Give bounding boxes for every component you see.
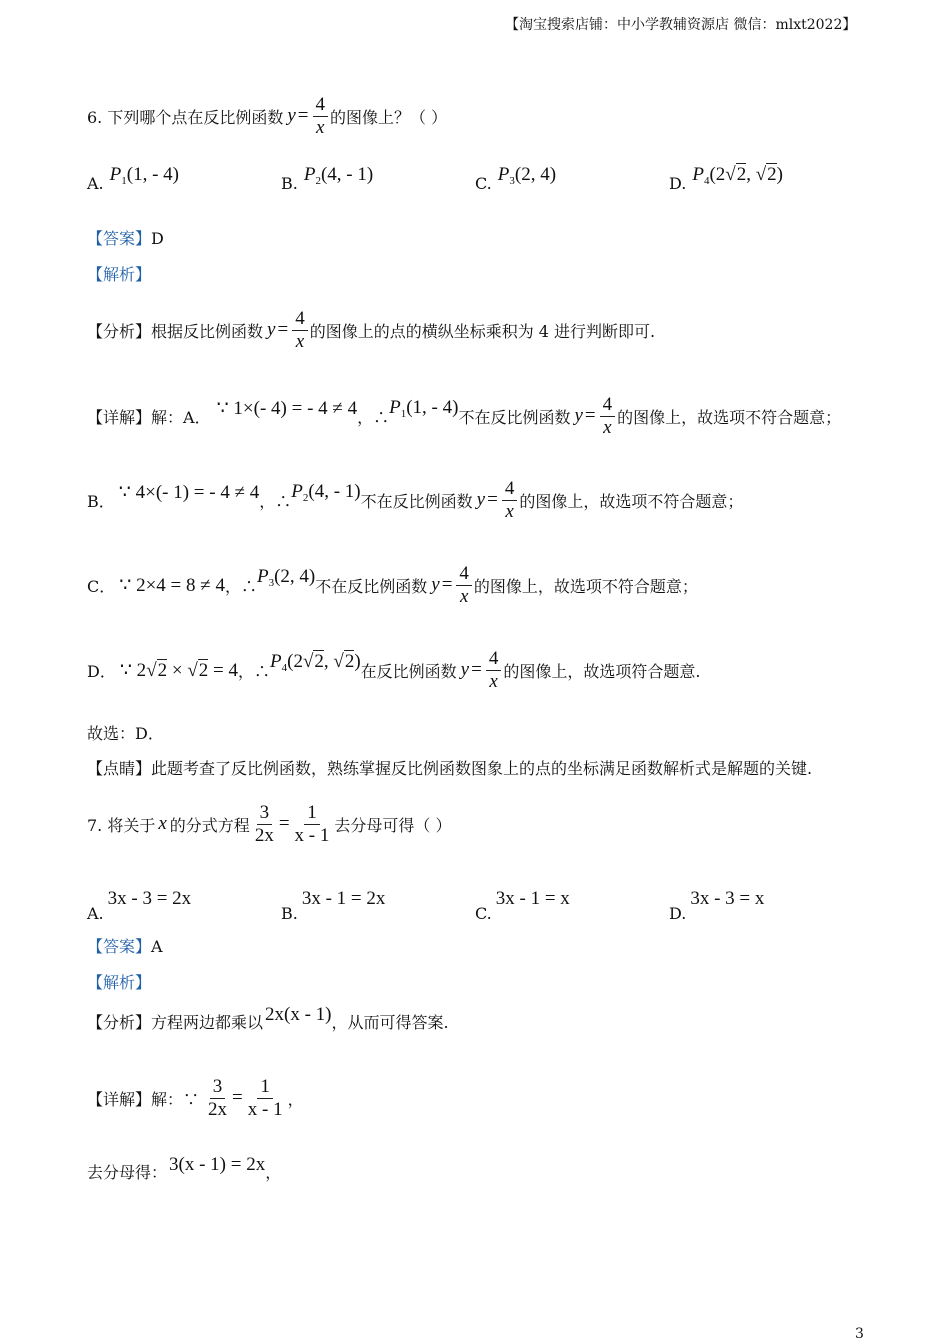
sqrt-symbol: √ (146, 659, 157, 681)
q7-right-fraction (292, 802, 333, 847)
fenxi-math: 2x(x - 1) (265, 1004, 332, 1025)
fraction-numerator: 4 (600, 394, 616, 417)
option-expr: 3x - 3 = x (690, 887, 765, 909)
question-6-stem (87, 86, 447, 146)
detail-tag: 【详解】 (87, 407, 152, 427)
equals-sign: = (278, 813, 290, 834)
answer-tag: 【答案】 (87, 229, 152, 248)
fraction-numerator: 4 (486, 648, 502, 671)
equals-sign: = (297, 105, 309, 126)
fraction-numerator: 4 (313, 94, 329, 117)
point-name: P (291, 480, 303, 502)
func-y: y (574, 405, 583, 426)
point-name: P (497, 164, 510, 185)
q7-stem-mid: 的分式方程 (169, 815, 250, 835)
detail-tail: 的图像上，故选项符合题意. (503, 661, 701, 681)
equals-sign: = (471, 659, 482, 680)
equals-sign: = (277, 319, 289, 340)
fenxi-tag: 【分析】 (87, 321, 152, 341)
point-name: P (692, 164, 704, 185)
detail-a-prefix: 解：A． (151, 407, 211, 427)
q6-stem-suffix: 的图像上？（ ） (330, 107, 448, 127)
detail-c-math: ∵ 2×4 = 8 ≠ 4 (119, 574, 225, 596)
detail-tail: 的图像上，故选项不符合题意； (617, 407, 842, 427)
q7-right-fraction (245, 1076, 286, 1121)
dianjing-tag: 【点睛】 (87, 759, 152, 778)
fraction-denominator: 2x (254, 824, 274, 846)
option-label: B. (281, 174, 298, 193)
sqrt-radicand: 2 (767, 164, 777, 185)
sqrt-symbol: √ (187, 659, 198, 681)
func-y: y (267, 319, 276, 340)
point-name: P (270, 650, 282, 672)
option-label: C. (475, 904, 492, 923)
option-expr: 3x - 1 = x (495, 887, 570, 909)
analysis-tag: 【解析】 (87, 265, 152, 284)
point-coords: (4, - 1) (308, 480, 361, 502)
q7-step (87, 1154, 282, 1184)
detail-c-prefix: C． (87, 576, 116, 596)
func-fraction (600, 394, 616, 439)
q6-detail-d (87, 640, 700, 700)
q7-option-c (475, 874, 570, 923)
detail-a-therefore: ，∴ (357, 407, 390, 427)
q7-detail (87, 1068, 304, 1128)
point-coords: (1, - 4) (126, 164, 179, 185)
sqrt-radicand: 2 (314, 650, 324, 672)
point-subscript: 3 (268, 576, 275, 589)
func-fraction (502, 478, 518, 523)
func-fraction (486, 648, 502, 693)
answer-value: A (151, 937, 163, 956)
fraction-numerator: 3 (257, 802, 273, 825)
point-subscript: 2 (315, 175, 321, 187)
analysis-tag: 【解析】 (87, 973, 152, 992)
q7-analysis-tag (87, 970, 151, 993)
q7-stem-suffix: 去分母可得（ ） (334, 815, 452, 835)
q6-option-b (281, 164, 374, 195)
fenxi-tag: 【分析】 (87, 1013, 152, 1032)
fraction-denominator: x - 1 (294, 824, 330, 846)
detail-a-math: ∵ 1×(- 4) = - 4 ≠ 4 (216, 397, 358, 419)
fraction-numerator: 3 (210, 1076, 226, 1099)
point-coords: (2, 4) (514, 164, 557, 185)
question-7-stem (87, 794, 451, 854)
sqrt-symbol: √ (755, 164, 767, 185)
option-expr: 3x - 1 = 2x (301, 887, 386, 909)
option-label: D. (669, 174, 687, 193)
fenxi-prefix: 方程两边都乘以 (151, 1013, 264, 1032)
fraction-numerator: 1 (304, 802, 320, 825)
fraction-numerator: 4 (456, 563, 472, 586)
detail-not: 不在反比例函数 (315, 576, 428, 596)
step-label: 去分母得： (87, 1163, 168, 1182)
detail-c-therefore: ，∴ (224, 576, 257, 596)
detail-not: 不在反比例函数 (458, 407, 571, 427)
q6-detail-b (87, 470, 743, 530)
sqrt-symbol: √ (725, 164, 736, 185)
point-coords-open: (2 (287, 650, 303, 672)
q6-option-d (669, 164, 783, 195)
point-coords: (1, - 4) (406, 396, 459, 418)
q6-fraction (313, 94, 329, 139)
sqrt-radicand: 2 (344, 650, 355, 672)
q7-left-fraction (205, 1076, 230, 1121)
fenxi-suffix: ，从而可得答案. (331, 1013, 449, 1032)
equals-sign: = (232, 1087, 243, 1108)
detail-suffix: ， (287, 1089, 304, 1109)
fenxi-suffix: 的图像上的点的横纵坐标乘积为 4 进行判断即可. (309, 321, 656, 341)
option-expr: 3x - 3 = 2x (107, 887, 192, 909)
q7-stem-prefix: 7. 将关于 (87, 815, 156, 835)
detail-prefix: 解：∵ (151, 1089, 200, 1109)
equals-sign: = (441, 574, 453, 595)
option-label: C. (475, 174, 492, 193)
func-y: y (431, 574, 440, 595)
q6-detail-a (87, 386, 841, 446)
q6-conclusion: 故选：D． (87, 724, 164, 743)
point-name: P (303, 164, 316, 185)
fraction-numerator: 4 (292, 308, 308, 331)
point-name: P (256, 565, 269, 587)
option-label: A. (87, 904, 104, 923)
equals-sign: = (584, 405, 596, 426)
math-part: × (167, 659, 188, 681)
sqrt-radicand: 2 (198, 659, 209, 681)
detail-b-math: ∵ 4×(- 1) = - 4 ≠ 4 (118, 481, 260, 503)
point-subscript: 1 (121, 175, 127, 187)
step-suffix: ， (265, 1163, 282, 1182)
page-number: 3 (855, 1326, 864, 1342)
sqrt-symbol: √ (333, 650, 344, 672)
q6-option-c (475, 164, 557, 195)
detail-tail: 的图像上，故选项不符合题意； (473, 576, 698, 596)
dianjing-text: 此题考查了反比例函数，熟练掌握反比例函数图象上的点的坐标满足函数解析式是解题的关键. (151, 759, 813, 778)
fraction-denominator: x (505, 500, 514, 522)
detail-tail: 的图像上，故选项不符合题意； (519, 491, 744, 511)
option-label: B. (281, 904, 298, 923)
point-coords-open: (2 (709, 164, 726, 185)
math-part: ∵ 2 (119, 659, 147, 681)
fraction-numerator: 1 (257, 1076, 273, 1099)
q6-analysis-tag (87, 262, 151, 285)
q7-option-b (281, 874, 385, 923)
q6-answer (87, 226, 164, 249)
option-label: A. (87, 174, 104, 193)
point-coords: (4, - 1) (320, 164, 374, 185)
detail-tag: 【详解】 (87, 1089, 152, 1109)
detail-b-therefore: ，∴ (259, 491, 292, 511)
point-name: P (389, 396, 401, 418)
page-header: 【淘宝搜索店铺：中小学教辅资源店 微信：mlxt2022】 (505, 17, 857, 33)
point-subscript: 4 (281, 661, 288, 674)
fraction-denominator: 2x (208, 1098, 228, 1120)
point-name: P (109, 164, 122, 185)
answer-tag: 【答案】 (87, 937, 152, 956)
q7-option-d (669, 874, 764, 923)
coords-separator: , (323, 650, 334, 672)
detail-d-prefix: D． (87, 661, 116, 681)
point-subscript: 1 (400, 407, 407, 420)
point-coords: (2, 4) (274, 565, 316, 587)
detail-not: 不在反比例函数 (360, 491, 473, 511)
func-y: y (460, 659, 470, 680)
q7-answer (87, 934, 163, 957)
q6-func-y: y (287, 105, 296, 126)
detail-d-therefore: ，∴ (238, 661, 271, 681)
q6-fenxi (87, 300, 655, 360)
fraction-denominator: x (316, 116, 325, 138)
point-subscript: 2 (302, 491, 309, 504)
fraction-denominator: x (603, 416, 612, 438)
fraction-denominator: x (459, 585, 469, 607)
coords-close: ) (776, 164, 783, 185)
detail-d-math (120, 659, 238, 682)
q6-stem-prefix: 6. 下列哪个点在反比例函数 (87, 107, 284, 127)
fraction-denominator: x (295, 330, 305, 352)
point-subscript: 4 (703, 175, 710, 187)
sqrt-symbol: √ (302, 650, 314, 672)
q6-dianjing (87, 756, 812, 779)
fenxi-prefix: 根据反比例函数 (151, 321, 264, 341)
func-y: y (476, 489, 486, 510)
sqrt-radicand: 2 (736, 164, 747, 185)
math-part: = 4 (208, 659, 238, 681)
q6-option-a (87, 164, 179, 195)
q7-option-a (87, 874, 191, 923)
q7-fenxi (87, 1004, 449, 1034)
option-label: D. (669, 904, 687, 923)
step-math: 3(x - 1) = 2x (169, 1154, 266, 1175)
func-fraction (456, 563, 472, 608)
q7-left-fraction (252, 802, 277, 847)
sqrt-radicand: 2 (157, 659, 168, 681)
fraction-denominator: x (489, 670, 498, 692)
equals-sign: = (487, 489, 498, 510)
q7-variable: x (158, 813, 167, 834)
answer-value: D (151, 229, 164, 248)
q6-detail-c (87, 555, 698, 615)
func-fraction (292, 308, 308, 353)
detail-in: 在反比例函数 (360, 661, 457, 681)
point-subscript: 3 (509, 175, 515, 187)
fraction-denominator: x - 1 (247, 1098, 283, 1120)
coords-close: ) (354, 650, 361, 672)
coords-separator: , (746, 164, 756, 185)
fraction-numerator: 4 (502, 478, 518, 501)
detail-b-prefix: B． (87, 491, 115, 511)
